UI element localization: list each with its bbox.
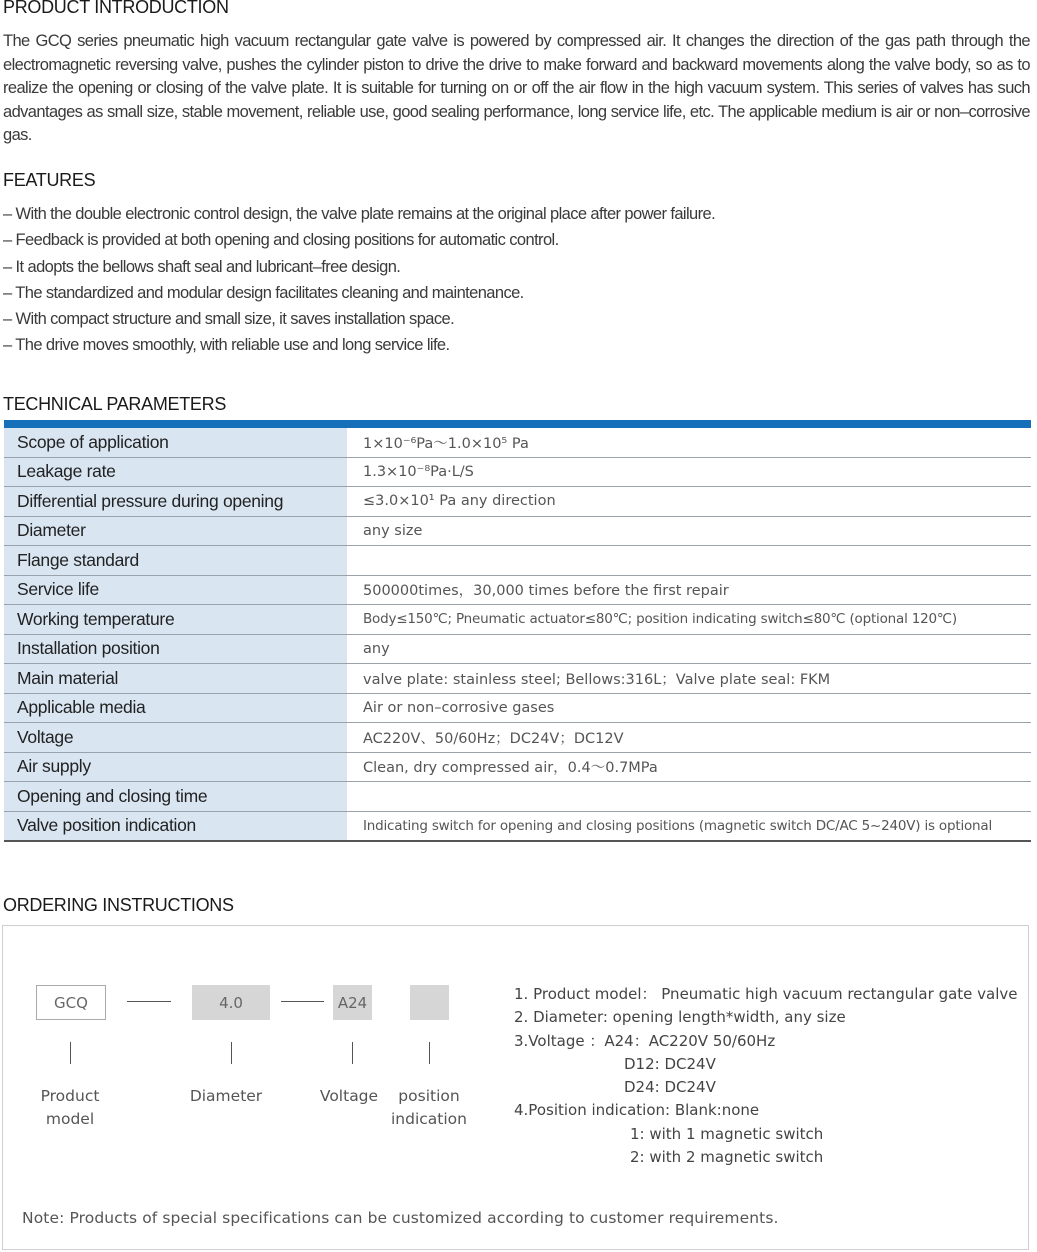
pointer-line [231, 1042, 232, 1064]
feature-item: – With compact structure and small size, it saves installation space. [3, 310, 455, 329]
table-row [4, 782, 1031, 812]
param-label: Opening and closing time [4, 782, 347, 812]
code-separator [281, 1001, 324, 1002]
param-label: Main material [4, 664, 347, 694]
technical-parameters-table [4, 428, 1031, 842]
table-row [4, 664, 1031, 694]
technical-header-bar [4, 420, 1031, 428]
label-position-indication: position indication [391, 1087, 467, 1128]
table-row [4, 546, 1031, 576]
param-value [347, 546, 1031, 576]
ordering-note: D12: DC24V [624, 1054, 716, 1073]
param-label: Scope of application [4, 428, 347, 457]
table-row [4, 605, 1031, 635]
intro-title: PRODUCT INTRODUCTION [3, 0, 229, 17]
features-title: FEATURES [3, 170, 96, 190]
param-label: Differential pressure during opening [4, 487, 347, 517]
table-row [4, 428, 1031, 457]
table-row [4, 634, 1031, 664]
ordering-note: 1. Product model： Pneumatic high vacuum rectangular gate valve [514, 985, 1018, 1003]
param-label: Service life [4, 575, 347, 605]
feature-item: – Feedback is provided at both opening and closing positions for automatic control. [3, 231, 559, 250]
code-separator [127, 1001, 171, 1002]
table-row [4, 516, 1031, 546]
ordering-note: 1: with 1 magnetic switch [630, 1124, 824, 1143]
param-label: Applicable media [4, 693, 347, 723]
label-diameter: Diameter [189, 1087, 263, 1105]
label-product-model: Product model [40, 1087, 100, 1128]
param-value: Clean, dry compressed air，0.4～0.7MPa [347, 752, 1031, 782]
features-list [3, 201, 715, 359]
param-label: Leakage rate [4, 457, 347, 487]
param-value: AC220V、50/60Hz；DC24V；DC12V [347, 723, 1031, 753]
ordering-notes-list [514, 983, 1018, 1169]
param-label: Working temperature [4, 605, 347, 635]
param-label: Air supply [4, 752, 347, 782]
table-row [4, 811, 1031, 841]
param-value: Body≤150℃; Pneumatic actuator≤80℃; position indicating switch≤80℃ (optional 120℃) [347, 605, 1031, 635]
footer-note: Note: Products of special specifications can be customized according to customer requirements. [22, 1209, 779, 1227]
code-product-model: GCQ [36, 985, 106, 1020]
param-value: any [347, 634, 1031, 664]
ordering-note: 2: with 2 magnetic switch [630, 1148, 824, 1167]
param-label: Flange standard [4, 546, 347, 576]
param-value: Air or non–corrosive gases [347, 693, 1031, 723]
feature-item: – With the double electronic control design, the valve plate remains at the original place after power failure. [3, 205, 716, 223]
param-value [347, 782, 1031, 812]
ordering-note: 2. Diameter: opening length*width, any size [514, 1008, 846, 1027]
ordering-title: ORDERING INSTRUCTIONS [3, 895, 234, 915]
param-value: Indicating switch for opening and closing positions (magnetic switch DC/AC 5~240V) is optional [347, 811, 1031, 841]
pointer-line [70, 1042, 71, 1064]
param-label: Voltage [4, 723, 347, 753]
param-label: Installation position [4, 634, 347, 664]
param-label: Valve position indication [4, 811, 347, 841]
param-value: 1.3×10⁻⁸Pa·L/S [347, 457, 1031, 487]
param-value: 500000times，30,000 times before the first repair [347, 575, 1031, 605]
table-row [4, 575, 1031, 605]
feature-item: – It adopts the bellows shaft seal and lubricant–free design. [3, 257, 401, 276]
intro-paragraph: The GCQ series pneumatic high vacuum rectangular gate valve is powered by compressed air. It changes the direction of the gas path through the electromagnetic reversing valve, pushes the cylinder piston to drive the drive to make forward and backward movements along the valve body, so as to realize the opening or closing of the valve plate. It is suitable for turning on or off the air flow in the high vacuum system. This series of valves has such advantages as small size, stable movement, reliable use, good sealing performance, long service life, etc. The applicable medium is air or non–corrosive gas. [3, 32, 1030, 144]
feature-item: – The standardized and modular design facilitates cleaning and maintenance. [3, 283, 524, 302]
table-row [4, 457, 1031, 487]
param-value: ≤3.0×10¹ Pa any direction [347, 487, 1031, 517]
code-position-indication [410, 985, 449, 1020]
param-label: Diameter [4, 516, 347, 546]
feature-item: – The drive moves smoothly, with reliable use and long service life. [3, 336, 450, 355]
table-row [4, 752, 1031, 782]
code-voltage: A24 [333, 985, 372, 1020]
param-value: 1×10⁻⁶Pa～1.0×10⁵ Pa [347, 428, 1031, 457]
param-value: valve plate: stainless steel; Bellows:316L；Valve plate seal: FKM [347, 664, 1031, 694]
table-row [4, 723, 1031, 753]
ordering-note: 3.Voltage ：A24：AC220V 50/60Hz [514, 1031, 776, 1050]
table-row [4, 487, 1031, 517]
pointer-line [429, 1042, 430, 1064]
ordering-note: D24: DC24V [624, 1078, 716, 1097]
code-diameter: 4.0 [192, 985, 270, 1020]
label-voltage: Voltage [319, 1087, 379, 1105]
pointer-line [352, 1042, 353, 1064]
table-row [4, 693, 1031, 723]
ordering-note: 4.Position indication: Blank:none [514, 1101, 760, 1120]
param-value: any size [347, 516, 1031, 546]
technical-title: TECHNICAL PARAMETERS [3, 394, 227, 414]
